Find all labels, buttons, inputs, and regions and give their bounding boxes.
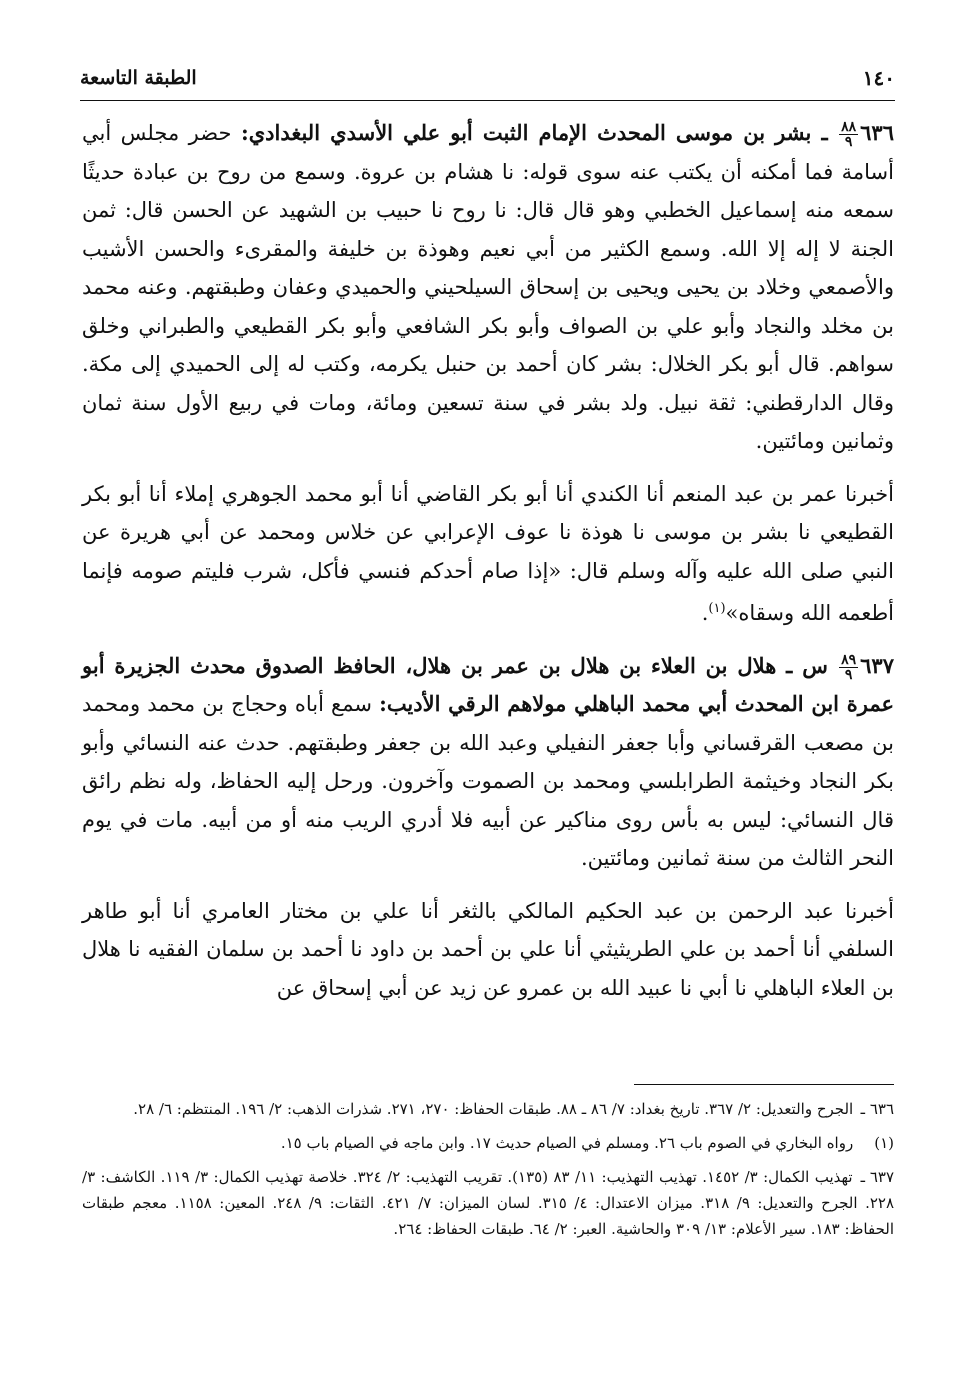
footnote-ref[interactable]: (١) [708, 601, 726, 616]
footnote-text: تهذيب الكمال: ٣/ ١٤٥٢. تهذيب التهذيب: ١١/ ٨٣ (١٣٥). تقريب التهذيب: ٢/ ٣٢٤. خلاصة تهذيب الكمال: ٣/ ١١٩. الكاشف: ٣/ ٢٢٨. الجرح والتعديل: ٩/ ٣١٨. ميزان الاعتدال: ٤/ ٣١٥. لسان الميزان: ٧/ ٤٢١. الثقات: ٩/ ٢٤٨. المعين: ١١٥٨. معجم طبقات الحفاظ: ١٨٣. سير الأعلام: ١٣/ ٣٠٩ والحاشية. العبر: ٢/ ٦٤. طبقات الحفاظ: ٢٦٤. [82, 1168, 895, 1238]
entry-fraction [839, 120, 858, 149]
running-title: الطبقة التاسعة [80, 67, 197, 89]
hadith-end: . [701, 601, 709, 625]
footnote-text: رواه البخاري في الصوم باب ٢٦. ومسلم في الصيام حديث ١٧. وابن ماجه في الصيام باب ١٥. [280, 1134, 854, 1152]
footnote-text: الجرح والتعديل: ٢/ ٣٦٧. تاريخ بغداد: ٧/ ٨٦ ـ ٨٨. طبقات الحفاظ: ٢٧٠، ٢٧١. شذرات الذهب: ٢/ ١٩٦. المنتظم: ٦/ ٢٨. [133, 1100, 854, 1118]
footnote-637 [82, 1164, 894, 1242]
fraction-top: ٨٩ [841, 651, 857, 668]
footnote-label: ٦٣٧ ـ [860, 1168, 894, 1186]
entry-fraction [839, 653, 858, 682]
entry-number: ٦٣٧ [860, 652, 894, 678]
entry-636 [82, 114, 894, 461]
hadith-text: أخبرنا عمر بن عبد المنعم أنا الكندي أنا أبو بكر القاضي أنا أبو محمد الجوهري إملاء أنا أبو بكر القطيعي نا بشر بن موسى نا هوذة نا عوف الإعرابي عن خلاس ومحمد عن أبي هريرة عن النبي صلى الله عليه وآله وسلم قال: «إذا صام أحدكم فنسي فأكل، شرب فليتم صومه فإنما أطعمه الله وسقاه» [82, 481, 894, 625]
footnote-divider [634, 1084, 894, 1085]
footnote-1 [82, 1130, 894, 1156]
page-number: ١٤٠ [862, 66, 895, 90]
entry-text: سمع أباه وحجاج بن محمد ومحمد بن مصعب القرقساني وأبا جعفر النفيلي وعبد الله بن جعفر وطبقتهم. حدث عنه النسائي وأبو بكر النجاد وخيثمة الطرابلسي ومحمد بن الصموت وآخرون. ورحل إليه الحفاظ، وله نظم رائق قال النسائي: ليس به بأس روى مناكير عن أبيه فلا أدري الريب منه أو من أبيه. مات في يوم النحر الثالث من سنة ثمانين ومائتين. [82, 692, 894, 870]
hadith-637 [82, 892, 894, 1008]
fraction-bottom: ٩ [844, 666, 853, 683]
hadith-636 [82, 475, 894, 633]
main-text [82, 114, 894, 1021]
hadith-text: أخبرنا عبد الرحمن بن عبد الحكيم المالكي بالثغر أنا علي بن مختار العامري أنا أبو طاهر السلفي أنا أحمد بن علي الطريثيثي أنا علي بن أحمد بن داود نا أحمد بن سلمان الفقيه نا هلال بن العلاء الباهلي نا أبي نا عبيد الله بن عمرو عن زيد عن أبي إسحاق عن [82, 898, 894, 1000]
footnote-label: ٦٣٦ ـ [860, 1100, 894, 1118]
footnote-636 [82, 1096, 894, 1122]
fraction-bottom: ٩ [844, 134, 853, 150]
fraction-top: ٨٨ [841, 119, 857, 135]
entry-title: س ـ هلال بن العلاء بن هلال بن عمر بن هلال، الحافظ الصدوق محدث الجزيرة أبو عمرة ابن المحدث أبي محمد الباهلي مولاهم الرقي الأديب: [82, 652, 894, 716]
entry-text: حضر مجلس أبي أسامة فما أمكنه أن يكتب عنه سوى قوله: نا هشام بن عروة. وسمع من روح بن عبادة حديثًا سمعه منه إسماعيل الخطبي وهو قال قال: نا روح نا حبيب بن الشهيد عن الحسن قال: ثمن الجنة لا إله إلا الله. وسمع الكثير من أبي نعيم وهوذة بن خليفة والمقرىء والحسن الأشيب والأصمعي وخلاد بن يحيى ويحيى بن إسحاق السيلحيني والحميدي وعفان وطبقتهم. وعنه محمد بن مخلد والنجاد وأبو علي بن الصواف وأبو بكر الشافعي وأبو بكر القطيعي والطبراني وخلق سواهم. قال أبو بكر الخلال: بشر كان أحمد بن حنبل يكرمه، وكتب له إلى الحميدي إلى مكة. وقال الدارقطني: ثقة نبيل. ولد بشر في سنة تسعين ومائة، ومات في ربيع الأول سنة ثمان وثمانين ومائتين. [82, 121, 894, 453]
footnotes [82, 1096, 894, 1250]
entry-title: ـ بشر بن موسى المحدث الإمام الثبت أبو علي الأسدي البغدادي: [240, 120, 828, 145]
entry-637 [82, 647, 894, 878]
running-head [80, 56, 895, 101]
footnote-label: (١) [874, 1134, 894, 1152]
entry-number: ٦٣٦ [860, 120, 894, 145]
